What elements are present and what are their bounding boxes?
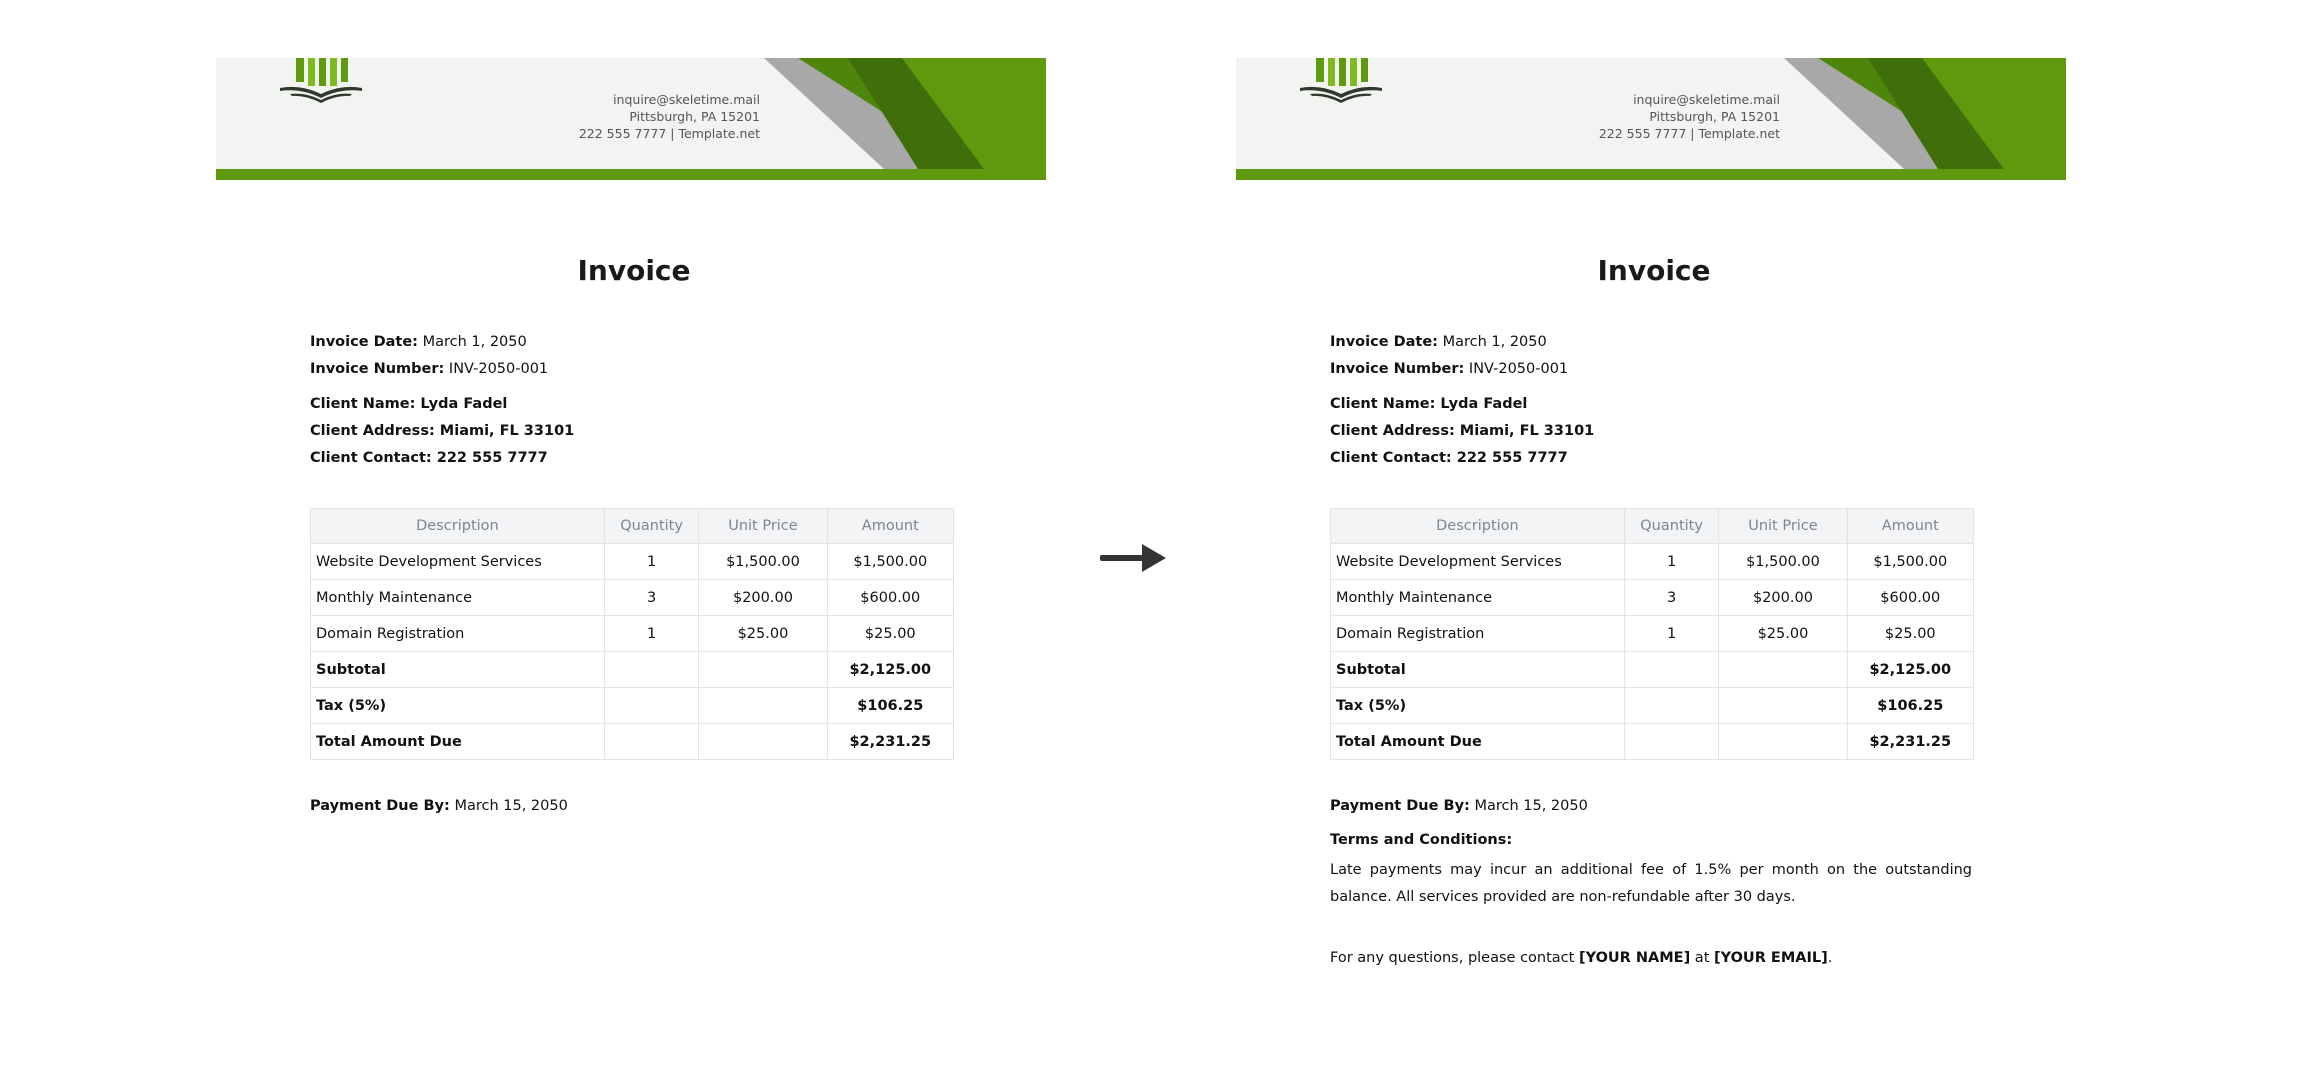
row-quantity: 1: [604, 544, 698, 580]
contact-suffix: .: [1827, 950, 1833, 966]
row-quantity: 3: [604, 580, 698, 616]
row-description: Monthly Maintenance: [1331, 580, 1625, 616]
tax-amount: $106.25: [827, 688, 953, 724]
row-description: Domain Registration: [311, 616, 605, 652]
total-amount: $2,231.25: [827, 724, 953, 760]
row-amount: $600.00: [827, 580, 953, 616]
subtotal-row: [311, 652, 954, 688]
table-row: [1331, 616, 1974, 652]
row-quantity: 1: [604, 616, 698, 652]
open-book-sprout-icon: [1296, 58, 1386, 104]
tax-blank-unit: [1719, 688, 1847, 724]
invoice-table: [310, 508, 954, 760]
subtotal-blank-qty: [1624, 652, 1718, 688]
payment-due-label: Payment Due By:: [1330, 798, 1470, 814]
row-amount: $25.00: [1847, 616, 1973, 652]
contact-prefix: For any questions, please contact: [1330, 950, 1579, 966]
contact-email-placeholder: [YOUR EMAIL]: [1714, 950, 1828, 966]
table-row: [1331, 544, 1974, 580]
invoice-table: [1330, 508, 1974, 760]
invoice-number-label: Invoice Number:: [1330, 361, 1465, 377]
total-row: [1331, 724, 1974, 760]
client-address: Client Address: Miami, FL 33101: [1330, 423, 1595, 439]
row-amount: $1,500.00: [1847, 544, 1973, 580]
row-unit-price: $1,500.00: [1719, 544, 1847, 580]
header-green-bar: [216, 169, 1046, 180]
payment-due-value: March 15, 2050: [454, 798, 568, 814]
letterhead: [216, 58, 1046, 180]
invoice-number: [310, 361, 548, 377]
terms-text: Late payments may incur an additional fee of 1.5% per month on the outstanding balance. All services provided are non-refundable after 30 days.: [1330, 862, 1972, 905]
row-description: Monthly Maintenance: [311, 580, 605, 616]
total-amount: $2,231.25: [1847, 724, 1973, 760]
arrow-right-icon: [1098, 541, 1168, 575]
invoice-number-label: Invoice Number:: [310, 361, 445, 377]
row-amount: $1,500.00: [827, 544, 953, 580]
subtotal-label: Subtotal: [311, 652, 605, 688]
header-amount: Amount: [1847, 509, 1973, 544]
header-unit-price: Unit Price: [699, 509, 827, 544]
row-description: Website Development Services: [1331, 544, 1625, 580]
total-blank-qty: [1624, 724, 1718, 760]
invoice-number-value: INV-2050-001: [448, 361, 549, 377]
row-description: Website Development Services: [311, 544, 605, 580]
payment-due: [310, 798, 568, 814]
open-book-sprout-icon: [276, 58, 366, 104]
invoice-title: Invoice: [1597, 254, 1711, 287]
contact-mid: at: [1690, 950, 1714, 966]
header-description: Description: [311, 509, 605, 544]
tax-row: [1331, 688, 1974, 724]
payment-due-label: Payment Due By:: [310, 798, 450, 814]
total-blank-qty: [604, 724, 698, 760]
invoice-number-value: INV-2050-001: [1468, 361, 1569, 377]
total-label: Total Amount Due: [1331, 724, 1625, 760]
total-blank-unit: [699, 724, 827, 760]
table-header-row: [1331, 509, 1974, 544]
row-description: Domain Registration: [1331, 616, 1625, 652]
invoice-after: [1236, 58, 2066, 1038]
total-blank-unit: [1719, 724, 1847, 760]
total-label: Total Amount Due: [311, 724, 605, 760]
subtotal-amount: $2,125.00: [827, 652, 953, 688]
row-amount: $600.00: [1847, 580, 1973, 616]
tax-blank-qty: [604, 688, 698, 724]
header-quantity: Quantity: [1624, 509, 1718, 544]
table-row: [1331, 580, 1974, 616]
company-email[interactable]: inquire@skeletime.mail: [613, 92, 760, 107]
tax-blank-unit: [699, 688, 827, 724]
subtotal-blank-qty: [604, 652, 698, 688]
payment-due-value: March 15, 2050: [1474, 798, 1588, 814]
terms-title: Terms and Conditions:: [1330, 832, 1513, 848]
subtotal-blank-unit: [699, 652, 827, 688]
client-name: Client Name: Lyda Fadel: [1330, 396, 1528, 412]
subtotal-row: [1331, 652, 1974, 688]
invoice-date: [1330, 334, 1547, 350]
invoice-before: [216, 58, 1046, 1038]
subtotal-blank-unit: [1719, 652, 1847, 688]
invoice-title: Invoice: [577, 254, 691, 287]
company-contact: [579, 91, 760, 142]
row-quantity: 3: [1624, 580, 1718, 616]
header-amount: Amount: [827, 509, 953, 544]
client-contact: Client Contact: 222 555 7777: [1330, 450, 1568, 466]
row-unit-price: $200.00: [699, 580, 827, 616]
company-address: Pittsburgh, PA 15201: [629, 109, 760, 124]
row-unit-price: $25.00: [699, 616, 827, 652]
subtotal-amount: $2,125.00: [1847, 652, 1973, 688]
table-row: [311, 580, 954, 616]
header-description: Description: [1331, 509, 1625, 544]
row-amount: $25.00: [827, 616, 953, 652]
table-row: [311, 544, 954, 580]
invoice-date-value: March 1, 2050: [422, 334, 527, 350]
tax-blank-qty: [1624, 688, 1718, 724]
tax-label: Tax (5%): [1331, 688, 1625, 724]
total-row: [311, 724, 954, 760]
subtotal-label: Subtotal: [1331, 652, 1625, 688]
row-unit-price: $1,500.00: [699, 544, 827, 580]
contact-name-placeholder: [YOUR NAME]: [1578, 950, 1691, 966]
letterhead: [1236, 58, 2066, 180]
invoice-date: [310, 334, 527, 350]
row-unit-price: $25.00: [1719, 616, 1847, 652]
client-contact: Client Contact: 222 555 7777: [310, 450, 548, 466]
row-unit-price: $200.00: [1719, 580, 1847, 616]
invoice-date-label: Invoice Date:: [1330, 334, 1438, 350]
company-contact: [1599, 91, 1780, 142]
row-quantity: 1: [1624, 544, 1718, 580]
table-row: [311, 616, 954, 652]
header-quantity: Quantity: [604, 509, 698, 544]
client-name: Client Name: Lyda Fadel: [310, 396, 508, 412]
invoice-date-value: March 1, 2050: [1442, 334, 1547, 350]
table-header-row: [311, 509, 954, 544]
row-quantity: 1: [1624, 616, 1718, 652]
questions-contact-line: [1330, 950, 1832, 966]
client-address: Client Address: Miami, FL 33101: [310, 423, 575, 439]
tax-label: Tax (5%): [311, 688, 605, 724]
payment-due: [1330, 798, 1588, 814]
company-email[interactable]: inquire@skeletime.mail: [1633, 92, 1780, 107]
company-address: Pittsburgh, PA 15201: [1649, 109, 1780, 124]
tax-amount: $106.25: [1847, 688, 1973, 724]
company-phone-site: 222 555 7777 | Template.net: [1598, 126, 1780, 141]
header-unit-price: Unit Price: [1719, 509, 1847, 544]
invoice-date-label: Invoice Date:: [310, 334, 418, 350]
tax-row: [311, 688, 954, 724]
invoice-number: [1330, 361, 1568, 377]
company-phone-site: 222 555 7777 | Template.net: [578, 126, 760, 141]
header-green-bar: [1236, 169, 2066, 180]
